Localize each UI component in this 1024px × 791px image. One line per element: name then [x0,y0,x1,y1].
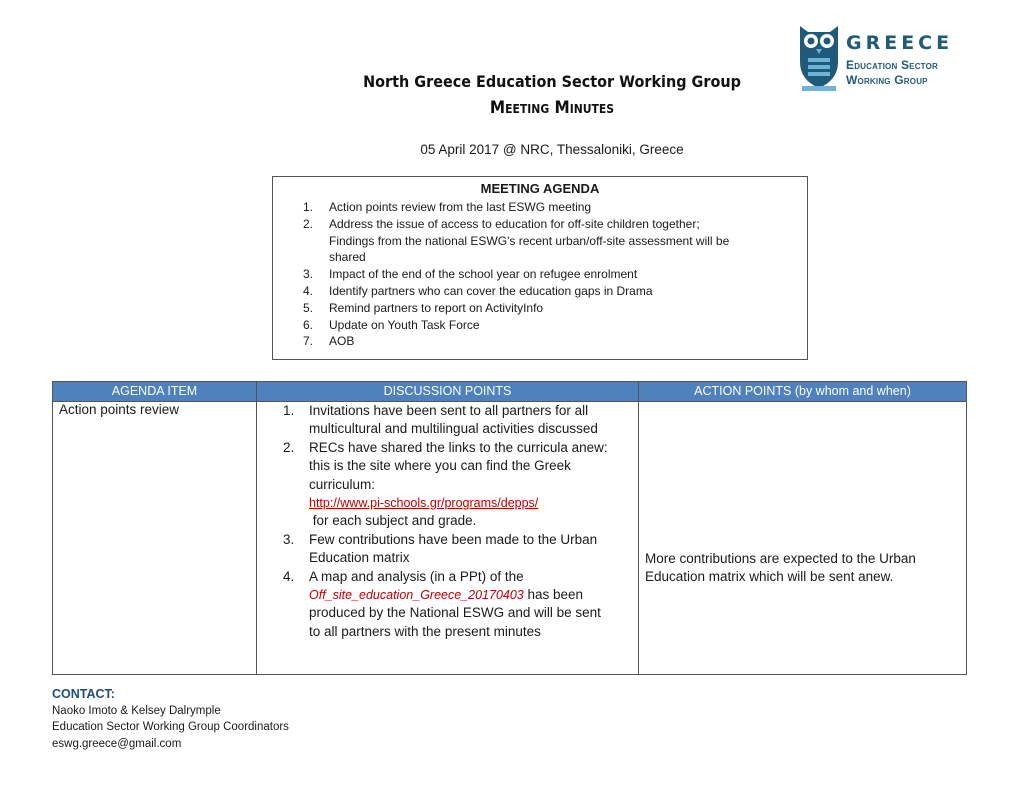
discussion-point-number: 4. [283,568,295,584]
logo-wordmark: GREECE [846,32,954,54]
agenda-item-text: Remind partners to report on ActivityInfo [329,300,544,315]
agenda-item-text: AOB [329,334,355,349]
agenda-item-number: 6. [303,317,314,332]
discussion-text: Education matrix [309,550,410,566]
contact-names: Naoko Imoto & Kelsey Dalrymple [52,704,221,717]
discussion-text: Few contributions have been made to the Urban [309,531,598,547]
column-header-action-points: ACTION POINTS (by whom and when) [639,382,966,401]
agenda-list [303,199,773,350]
agenda-item-text: Update on Youth Task Force [329,317,480,332]
agenda-item [303,333,773,350]
discussion-text: to all partners with the present minutes [309,623,541,639]
discussion-text: multicultural and multilingual activities discussed [309,421,598,437]
meeting-agenda-box [272,176,808,360]
discussion-point [283,568,638,642]
agenda-item-number: 4. [303,283,314,298]
logo-line-2: Working Group [846,73,928,87]
document-title: North Greece Education Sector Working Group [363,72,741,91]
agenda-item-cell: Action points review [59,402,180,417]
discussion-point [283,439,638,531]
agenda-item-number: 5. [303,300,314,315]
contact-email[interactable]: eswg.greece@gmail.com [52,737,182,750]
action-points-cell [645,550,955,587]
discussion-text: RECs have shared the links to the curricula anew: [309,439,608,455]
discussion-point [283,402,638,439]
minutes-table [52,381,967,675]
agenda-item-text: Impact of the end of the school year on refugee enrolment [329,267,638,282]
discussion-text: A map and analysis (in a PPt) of the [309,568,524,584]
discussion-point-number: 2. [283,439,295,455]
discussion-text: Invitations have been sent to all partners for all [309,403,589,418]
contact-block [52,686,289,752]
column-divider [256,382,257,674]
discussion-points-cell [283,402,638,641]
contact-heading: CONTACT: [52,687,115,701]
column-divider [638,382,639,674]
discussion-point-number: 3. [283,531,295,547]
agenda-item-text: Identify partners who can cover the education gaps in Drama [329,283,653,298]
discussion-text: for each subject and grade. [309,513,477,529]
curriculum-link[interactable]: http://www.pi-schools.gr/programs/depps/ [309,496,539,511]
contact-role: Education Sector Working Group Coordinators [52,721,289,733]
agenda-item-text: Action points review from the last ESWG meeting [329,200,592,214]
agenda-item [303,283,773,300]
discussion-text: has been [523,587,584,603]
agenda-item-text: shared [329,250,366,265]
column-header-discussion-points: DISCUSSION POINTS [257,382,638,401]
logo-line-1: Education Sector [846,58,939,72]
agenda-item [303,266,773,283]
agenda-item-number: 7. [303,334,314,349]
document-subtitle: Meeting Minutes [489,98,615,118]
agenda-item-text: Address the issue of access to education for off-site children together; [329,216,700,231]
agenda-item [303,216,773,266]
discussion-text: this is the site where you can find the Greek [309,458,571,474]
agenda-heading: MEETING AGENDA [480,181,600,196]
map-file-link[interactable]: Off_site_education_Greece_20170403 [309,588,524,603]
discussion-point-number: 1. [283,403,295,418]
agenda-item-number: 1. [303,200,314,214]
discussion-text: produced by the National ESWG and will be sent [309,605,601,621]
agenda-item-number: 2. [303,216,314,231]
agenda-item [303,300,773,317]
agenda-item-number: 3. [303,267,314,282]
agenda-item [303,317,773,334]
meeting-dateline: 05 April 2017 @ NRC, Thessaloniki, Greece [420,142,684,157]
agenda-item [303,199,773,216]
discussion-text: curriculum: [309,476,376,492]
discussion-point [283,531,638,568]
action-text: More contributions are expected to the Urban [645,551,916,566]
action-text: Education matrix which will be sent anew. [645,569,894,585]
agenda-item-text: Findings from the national ESWG's recent urban/off-site assessment will be [329,233,730,248]
column-header-agenda-item: AGENDA ITEM [53,382,256,401]
